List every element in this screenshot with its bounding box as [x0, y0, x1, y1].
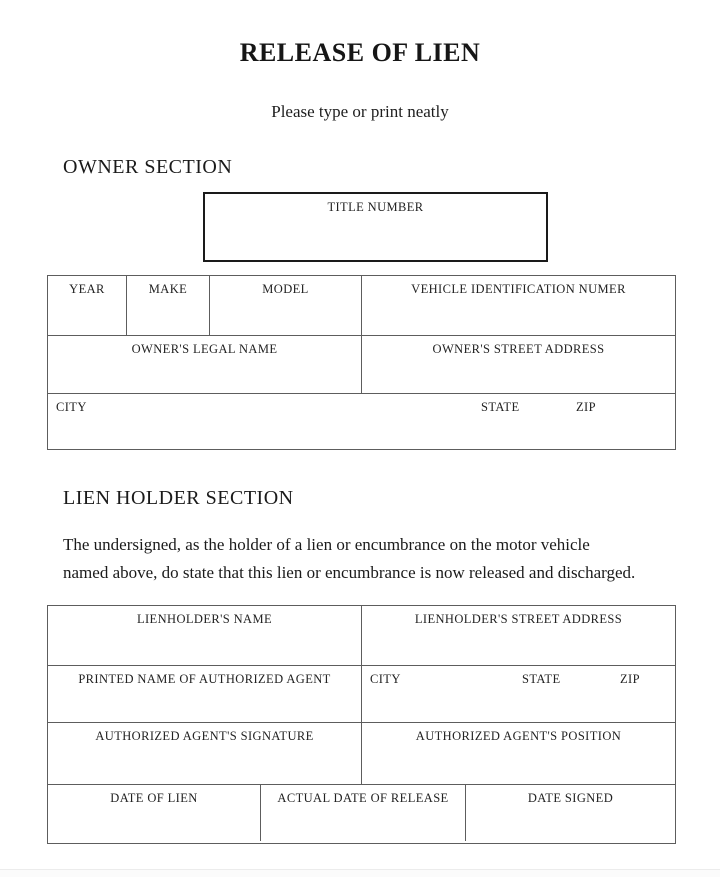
- lienholder-name-label: LIENHOLDER'S NAME: [136, 612, 273, 626]
- lien-state-label: STATE: [522, 672, 561, 686]
- date-signed-label: DATE SIGNED: [527, 791, 614, 805]
- lienholder-street-address-label: LIENHOLDER'S STREET ADDRESS: [414, 612, 623, 626]
- lien-city-state-zip-field[interactable]: [362, 666, 675, 722]
- owner-city-label: CITY: [56, 400, 87, 414]
- lienholder-street-address-field[interactable]: [362, 606, 675, 665]
- owner-section-heading: OWNER SECTION: [63, 156, 233, 178]
- lien-agent-city-row: [48, 666, 675, 723]
- owner-state-label: STATE: [481, 400, 520, 414]
- owner-name-address-row: [48, 336, 675, 394]
- lien-release-statement: [63, 531, 643, 587]
- lien-release-statement-line2: named above, do state that this lien or encumbrance is now released and discharged.: [63, 563, 636, 582]
- model-label: MODEL: [262, 282, 309, 296]
- lienholder-name-address-row: [48, 606, 675, 666]
- owner-vehicle-row: [48, 276, 675, 336]
- year-field[interactable]: [48, 276, 127, 335]
- authorized-agent-signature-label: AUTHORIZED AGENT'S SIGNATURE: [95, 729, 314, 743]
- year-label: YEAR: [69, 282, 105, 296]
- date-signed-field[interactable]: [466, 785, 675, 841]
- owner-zip-label: ZIP: [576, 400, 596, 414]
- authorized-agent-signature-field[interactable]: [48, 723, 362, 784]
- make-label: MAKE: [148, 282, 188, 296]
- model-field[interactable]: [210, 276, 362, 335]
- title-number-field[interactable]: [203, 192, 548, 262]
- lien-city-label: CITY: [370, 672, 401, 686]
- owner-table: [47, 275, 676, 450]
- owner-street-address-field[interactable]: [362, 336, 675, 393]
- lien-holder-section-heading: LIEN HOLDER SECTION: [63, 487, 294, 509]
- lien-release-statement-line1: The undersigned, as the holder of a lien or encumbrance on the motor vehicle: [63, 535, 590, 554]
- owner-legal-name-field[interactable]: [48, 336, 362, 393]
- vin-label: VEHICLE IDENTIFICATION NUMER: [411, 282, 626, 296]
- lien-dates-row: [48, 785, 675, 841]
- title-number-label: TITLE NUMBER: [327, 200, 424, 214]
- printed-name-of-authorized-agent-label: PRINTED NAME OF AUTHORIZED AGENT: [78, 672, 331, 686]
- actual-date-of-release-field[interactable]: [261, 785, 466, 841]
- page-title: RELEASE OF LIEN: [239, 38, 481, 67]
- authorized-agent-position-field[interactable]: [362, 723, 675, 784]
- lien-holder-table: [47, 605, 676, 844]
- date-of-lien-field[interactable]: [48, 785, 261, 841]
- date-of-lien-label: DATE OF LIEN: [110, 791, 198, 805]
- authorized-agent-position-label: AUTHORIZED AGENT'S POSITION: [415, 729, 622, 743]
- make-field[interactable]: [127, 276, 210, 335]
- owner-legal-name-label: OWNER'S LEGAL NAME: [131, 342, 278, 356]
- vin-field[interactable]: [362, 276, 675, 335]
- owner-city-state-zip-field[interactable]: [48, 394, 675, 447]
- owner-city-state-zip-cell[interactable]: [48, 394, 675, 447]
- actual-date-of-release-label: ACTUAL DATE OF RELEASE: [277, 791, 449, 805]
- lienholder-name-field[interactable]: [48, 606, 362, 665]
- lien-signature-position-row: [48, 723, 675, 785]
- printed-name-of-authorized-agent-field[interactable]: [48, 666, 362, 722]
- page-bottom-edge: [0, 869, 720, 877]
- lien-zip-label: ZIP: [620, 672, 640, 686]
- page-subtitle: Please type or print neatly: [271, 102, 449, 121]
- owner-street-address-label: OWNER'S STREET ADDRESS: [432, 342, 605, 356]
